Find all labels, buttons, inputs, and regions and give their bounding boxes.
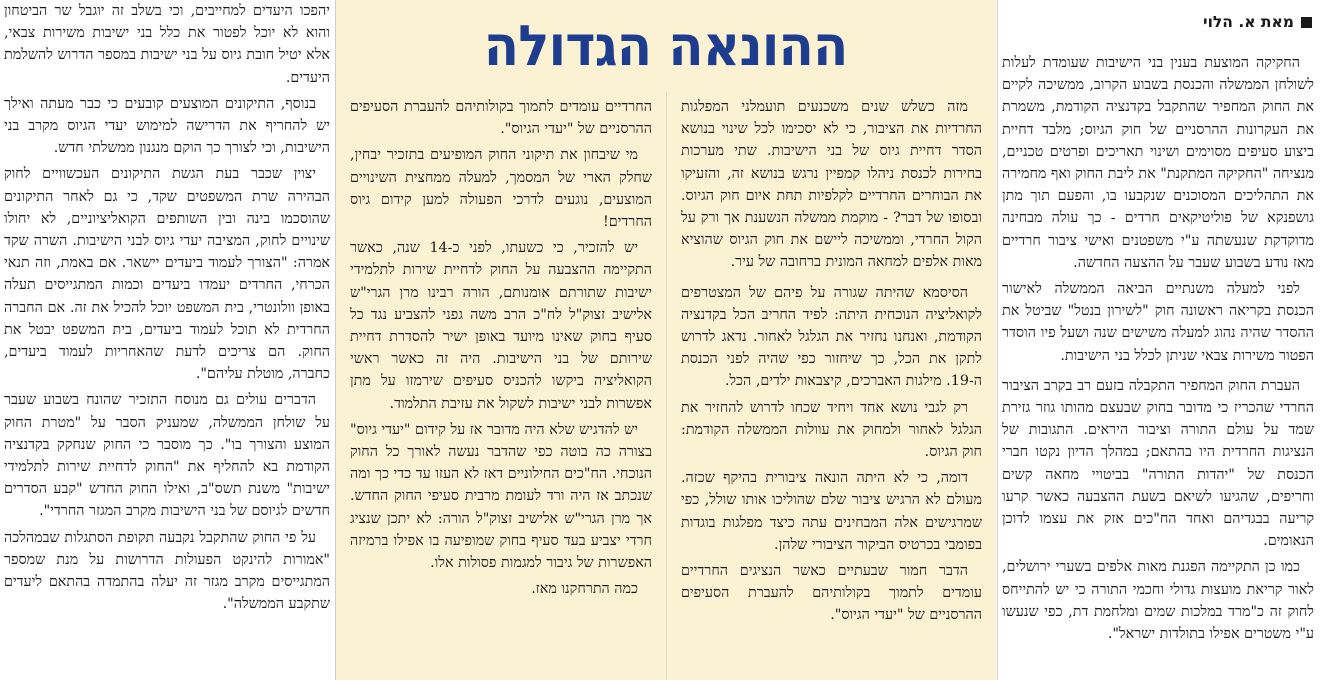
paragraph: על פי החוק שהתקבל נקבעה תקופת הסתגלות שבמהלכה "אמורות להינקט הפעולות הדרושות על מנת שמספר המתגייסים מקרב מגזר זה יעלה בהתמדה בהתאם ליעדים שתקבע הממשלה". [4, 529, 330, 613]
paragraph: יצוין שכבר בעת הגשת התיקונים העכשוויים לחוק הבהירה שרת המשפטים שקד, כי גם לאחר התיקונים שהוסכמו בינה ובין השותפים הקואליציוניים, לא יחולו שינויים לחוק, המציבה יעדי גיוס לבני הישיבות. השרה שקד אמרה: "הצורך לעמוד ביעדים יישאר. אם באמת, וזה תנאי הכרחי, החרדים יעמדו ביעדים וכמות המתגייסים תעלה באופן וולונטרי, בית המשפט יוכל להכיל את זה. אם החברה החרדית לא תוכל לעמוד ביעדים, בית המשפט יבטל את החוק. הם צריכים לדעת שהאחריות לעמוד ביעדים, כחברה, מוטלת עליהם". [4, 166, 330, 383]
headline: ההונאה הגדולה [484, 13, 848, 79]
column-divider [335, 0, 336, 680]
paragraph: כמו כן התקיימה הפגנת מאות אלפים בשערי ירושלים, לאור קריאת מועצות גדולי וחכמי התורה כי יש להתייחס לחוק זה כ"מרד במלכות שמים ומלחמת דת, כפי שנעשו ע"י משטרים אפילו בתולדות ישראל". [1002, 559, 1314, 643]
byline-author: מאת א. הלוי [1203, 12, 1294, 31]
paragraph: לפני למעלה משנתיים הביאה הממשלה לאישור הכנסת בקריאה ראשונה חוק "לשירון בנטל" שביטל את ההסדר שהיה נהוג למעלה משישים שנה ושעל פיו הוסדר הפטור משירות צבאי שניתן לכלל בני הישיבות. [1002, 281, 1314, 364]
paragraph: הסיסמא שהיתה שגורה על פיהם של המצטרפים לקואליציה הנוכחית היתה: לפיד החריב הכל בקדנציה הקודמת, ואנחנו נחזיר את הגלגל לאחור. נדאג לדרוש לתקן את הכל, כך שיחזור כפי שהיה לפני הכנסת ה-19. מילגות האברכים, קיצבאות ילדים, הכל. [681, 284, 982, 390]
paragraph: בנוסף, התיקונים המוצעים קובעים כי כבר מעתה ואילך יש להחריף את הדרישה למימוש יעדי הגיוס מקרב בני הישיבות, וכי לצורך כך הוקם מנגנון ממשלתי חדש. [4, 95, 330, 157]
paragraph: כמה התרחקנו מאז. [531, 581, 638, 598]
paragraph: מי שיבחון את תיקוני החוק המופיעים בתזכיר יבחין, שחלק הארי של המסמך, למעלה ממחצית השינויים המוצעים, נוגעים לדרכי הפעולה למען קידום גיוס החרדים! [350, 147, 652, 231]
paragraph: הדברים עולים גם מנוסח התזכיר שהונח בשבוע שעבר על שולחן הממשלה, שמעניק הסבר על "מטרת החוק המוצע והצורך בו". כך מוסבר כי החוק שנחקק בקדנציה הקודמת בא להחליף את "החוק לדחיית שירות לתלמידי ישיבות" משנת תשס"ב, ואילו החוק החדש "קבע הסדרים חדשים לגיוסם של בני הישיבות מקרב המגזר החרדי". [4, 392, 330, 520]
paragraph: יש להדגיש שלא היה מדובר אז על קידום "יעדי גיוס" בצורה כה בוטה כפי שהדבר נעשה לאורך כל החוק הנוכחי. הח"כים החילוניים דאז לא העזו עד כדי כך ומה שנכתב אז היה ורד לעומת מרבית סעיפי החוק החדש. אך מרן הגרי"ש אלישיב זצוק"ל הורה: לא יתכן שנציג חרדי יצביע בעד סעיף בחוק שמופיעה בו אפילו ברמיזה האפשרות של גיבור למגמות פסולות אלו. [350, 421, 652, 572]
article-column-2 [666, 0, 996, 680]
paragraph: העברת החוק המחפיר התקבלה בזעם רב בקרב הציבור החרדי שהכריז כי מדובר בחוק שבעצם מהותו גוזר גזירת שמד על עולם התורה וציבור היראים. התגובות של הנציגות החרדית היו בהתאם; במהלך הדיון נקטו חברי הכנסת של "יהדות התורה" בביטויי מחאה קשים וחריפים, שהגיעו לשיאם בשעת ההצבעה כאשר קרעו קריעה בבגדיהם ואחד הח"כים אזק את עצמו לדוכן הנאומים. [1002, 377, 1314, 550]
article-column-4 [0, 0, 334, 680]
headline-banner [336, 0, 996, 92]
paragraph: יש להזכיר, כי כשעתו, לפני כ-14 שנה, כאשר התקיימה ההצבעה על החוק לדחיית שירות לתלמידי ישיבות שתורתם אומנותם, הורה רבינו מרן הגרי"ש אלישיב זצוק"ל לח"כ הרב משה גפני להצביע נגד כל סעיף בחוק שאינו מיועד באופן ישיר להסדרת דחיית שירותם של בני הישיבות. היה זה כאשר ראשי הקואליציה ביקשו להכניס סעיפים שירמזו על מתן אפשרות לבני ישיבות לשקול את עזיבת התלמוד. [350, 240, 652, 412]
paragraph: הדבר חמור שבעתיים כאשר הנציגים החרדיים עומדים לתמוך בקולותיהם להעברת הסעיפים ההרסניים של "יעדי הגיוס". [681, 563, 982, 624]
column-divider [997, 0, 998, 680]
paragraph: יהפכו היעדים למחייבים, וכי בשלב זה יוגבל שר הביטחון והוא לא יוכל לפטור את כלל בני ישיבות משירות צבאי, אלא יטיל חובת גיוס על בני ישיבות במספר הדרוש להשלמת היעדים. [4, 3, 330, 86]
paragraph: מזה כשלש שנים משכנעים תועמלני המפלגות החרדיות את הציבור, כי לא יסכימו לכל שינוי בנושא הסדר דחיית גיוס של בני הישיבות. שתי מערכות בחירות לכנסת ניהלו קמפיין נרגש בנושא זה, והזעיקו את הבוחרים החרדיים לקלפיות תחת איום חוק הגיוס. ובסופו של דבר? - מוקמת ממשלה הנשענת אך ורק על הקול החרדי, וממשיכה ליישם את חוק הגיוס שהוציא מאות אלפים למחאה המונית ברחובה של עיר. [681, 99, 982, 271]
article-column-1 [998, 0, 1318, 680]
paragraph: החקיקה המוצעת בענין בני הישיבות שעומדת לעלות לשולחן הממשלה והכנסת בשבוע הקרוב, ממשיכה לקיים את החוק המחפיר שהתקבל בקדנציה הקודמת, משמרת את העקרונות ההרסניים של חוק הגיוס; מלבד דחיית ביצוע סעיפים מסוימים ושינוי תאריכים ופרטים טכניים, מנציחה "החקיקה המתקנת" את ליבת החוק ואף מחמירה את התהליכים המסוכנים שנקבעו בו, והפעם תוך מתן גושפנקא של פוליטיקאים חרדים - כך עולה מבחינה מדוקדקת שנעשתה ע"י משפטנים ואישי ציבור חרדיים מאז נודע בשבוע שעבר על ההצעה החדשה. [1002, 55, 1314, 271]
byline-square-icon [1301, 17, 1312, 28]
article-column-3 [336, 0, 666, 680]
paragraph: דומה, כי לא היתה הונאה ציבורית בהיקף שכזה. מעולם לא הרגיש ציבור שלם שהוליכו אותו שולל, כפי שמרגישים אלה המבחינים עתה כיצד מפלגות בוגדות בפומבי בכרטיס הביקור הציבורי שלהן. [681, 470, 982, 553]
paragraph: החרדיים עומדים לתמוך בקולותיהם להעברת הסעיפים ההרסניים של "יעדי הגיוס". [350, 99, 652, 138]
paragraph: רק לגבי נושא אחד ויחיד שכחו לדרוש להחזיר את הגלגל לאחור ולמחוק את עוולות הממשלה הקודמת: חוק הגיוס. [681, 399, 982, 461]
byline [1002, 0, 1314, 44]
